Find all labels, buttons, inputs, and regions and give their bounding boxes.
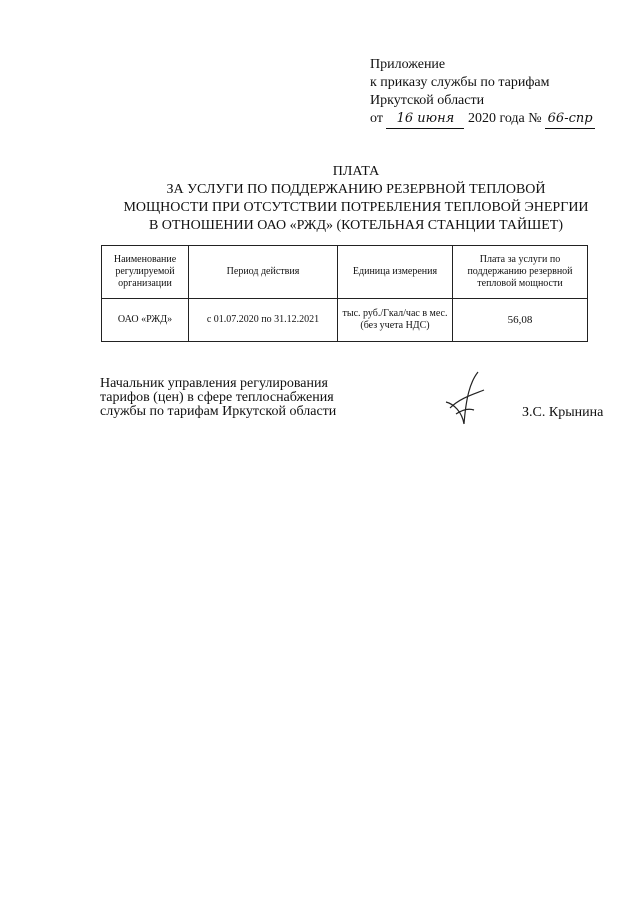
header-unit: Единица измерения	[338, 246, 453, 299]
cell-unit	[338, 299, 453, 342]
table-header-row	[102, 246, 588, 299]
position-line-3: службы по тарифам Иркутской области	[100, 404, 337, 419]
date-prefix: от	[370, 111, 383, 126]
appendix-date-line	[370, 110, 595, 129]
appendix-block	[370, 56, 595, 129]
handwritten-date: 16 июня	[386, 110, 464, 129]
table-row	[102, 299, 588, 342]
cell-unit-line-2: (без учета НДС)	[360, 320, 430, 331]
cell-organization: ОАО «РЖД»	[102, 299, 189, 342]
title-line-1: ПЛАТА	[332, 164, 380, 179]
title-line-2: ЗА УСЛУГИ ПО ПОДДЕРЖАНИЮ РЕЗЕРВНОЙ ТЕПЛОВОЙ	[166, 182, 546, 197]
year-text: 2020 года №	[467, 111, 542, 126]
title-line-3: МОЩНОСТИ ПРИ ОТСУТСТВИИ ПОТРЕБЛЕНИЯ ТЕПЛОВОЙ ЭНЕРГИИ	[123, 200, 589, 215]
document-title	[100, 163, 612, 235]
position-line-2: тарифов (цен) в сфере теплоснабжения	[100, 390, 334, 405]
appendix-title: Приложение	[370, 57, 446, 72]
cell-fee-value: 56,08	[453, 299, 588, 342]
signer-name: З.С. Крынина	[522, 405, 604, 420]
title-line-4: В ОТНОШЕНИИ ОАО «РЖД» (КОТЕЛЬНАЯ СТАНЦИИ ТАЙШЕТ)	[148, 218, 564, 233]
signature-position-block	[100, 377, 336, 419]
header-organization: Наименование регулируемой организации	[102, 246, 189, 299]
cell-unit-line-1: тыс. руб./Гкал/час в мес.	[342, 308, 448, 319]
header-fee: Плата за услуги по поддержанию резервной тепловой мощности	[453, 246, 588, 299]
appendix-region-line: Иркутской области	[370, 93, 485, 108]
handwritten-signature	[440, 368, 490, 428]
handwritten-order-number: 66-спр	[545, 110, 595, 129]
header-period: Период действия	[189, 246, 338, 299]
appendix-order-line: к приказу службы по тарифам	[370, 75, 550, 90]
position-line-1: Начальник управления регулирования	[100, 376, 328, 391]
cell-period: с 01.07.2020 по 31.12.2021	[189, 299, 338, 342]
tariff-table	[101, 245, 588, 342]
